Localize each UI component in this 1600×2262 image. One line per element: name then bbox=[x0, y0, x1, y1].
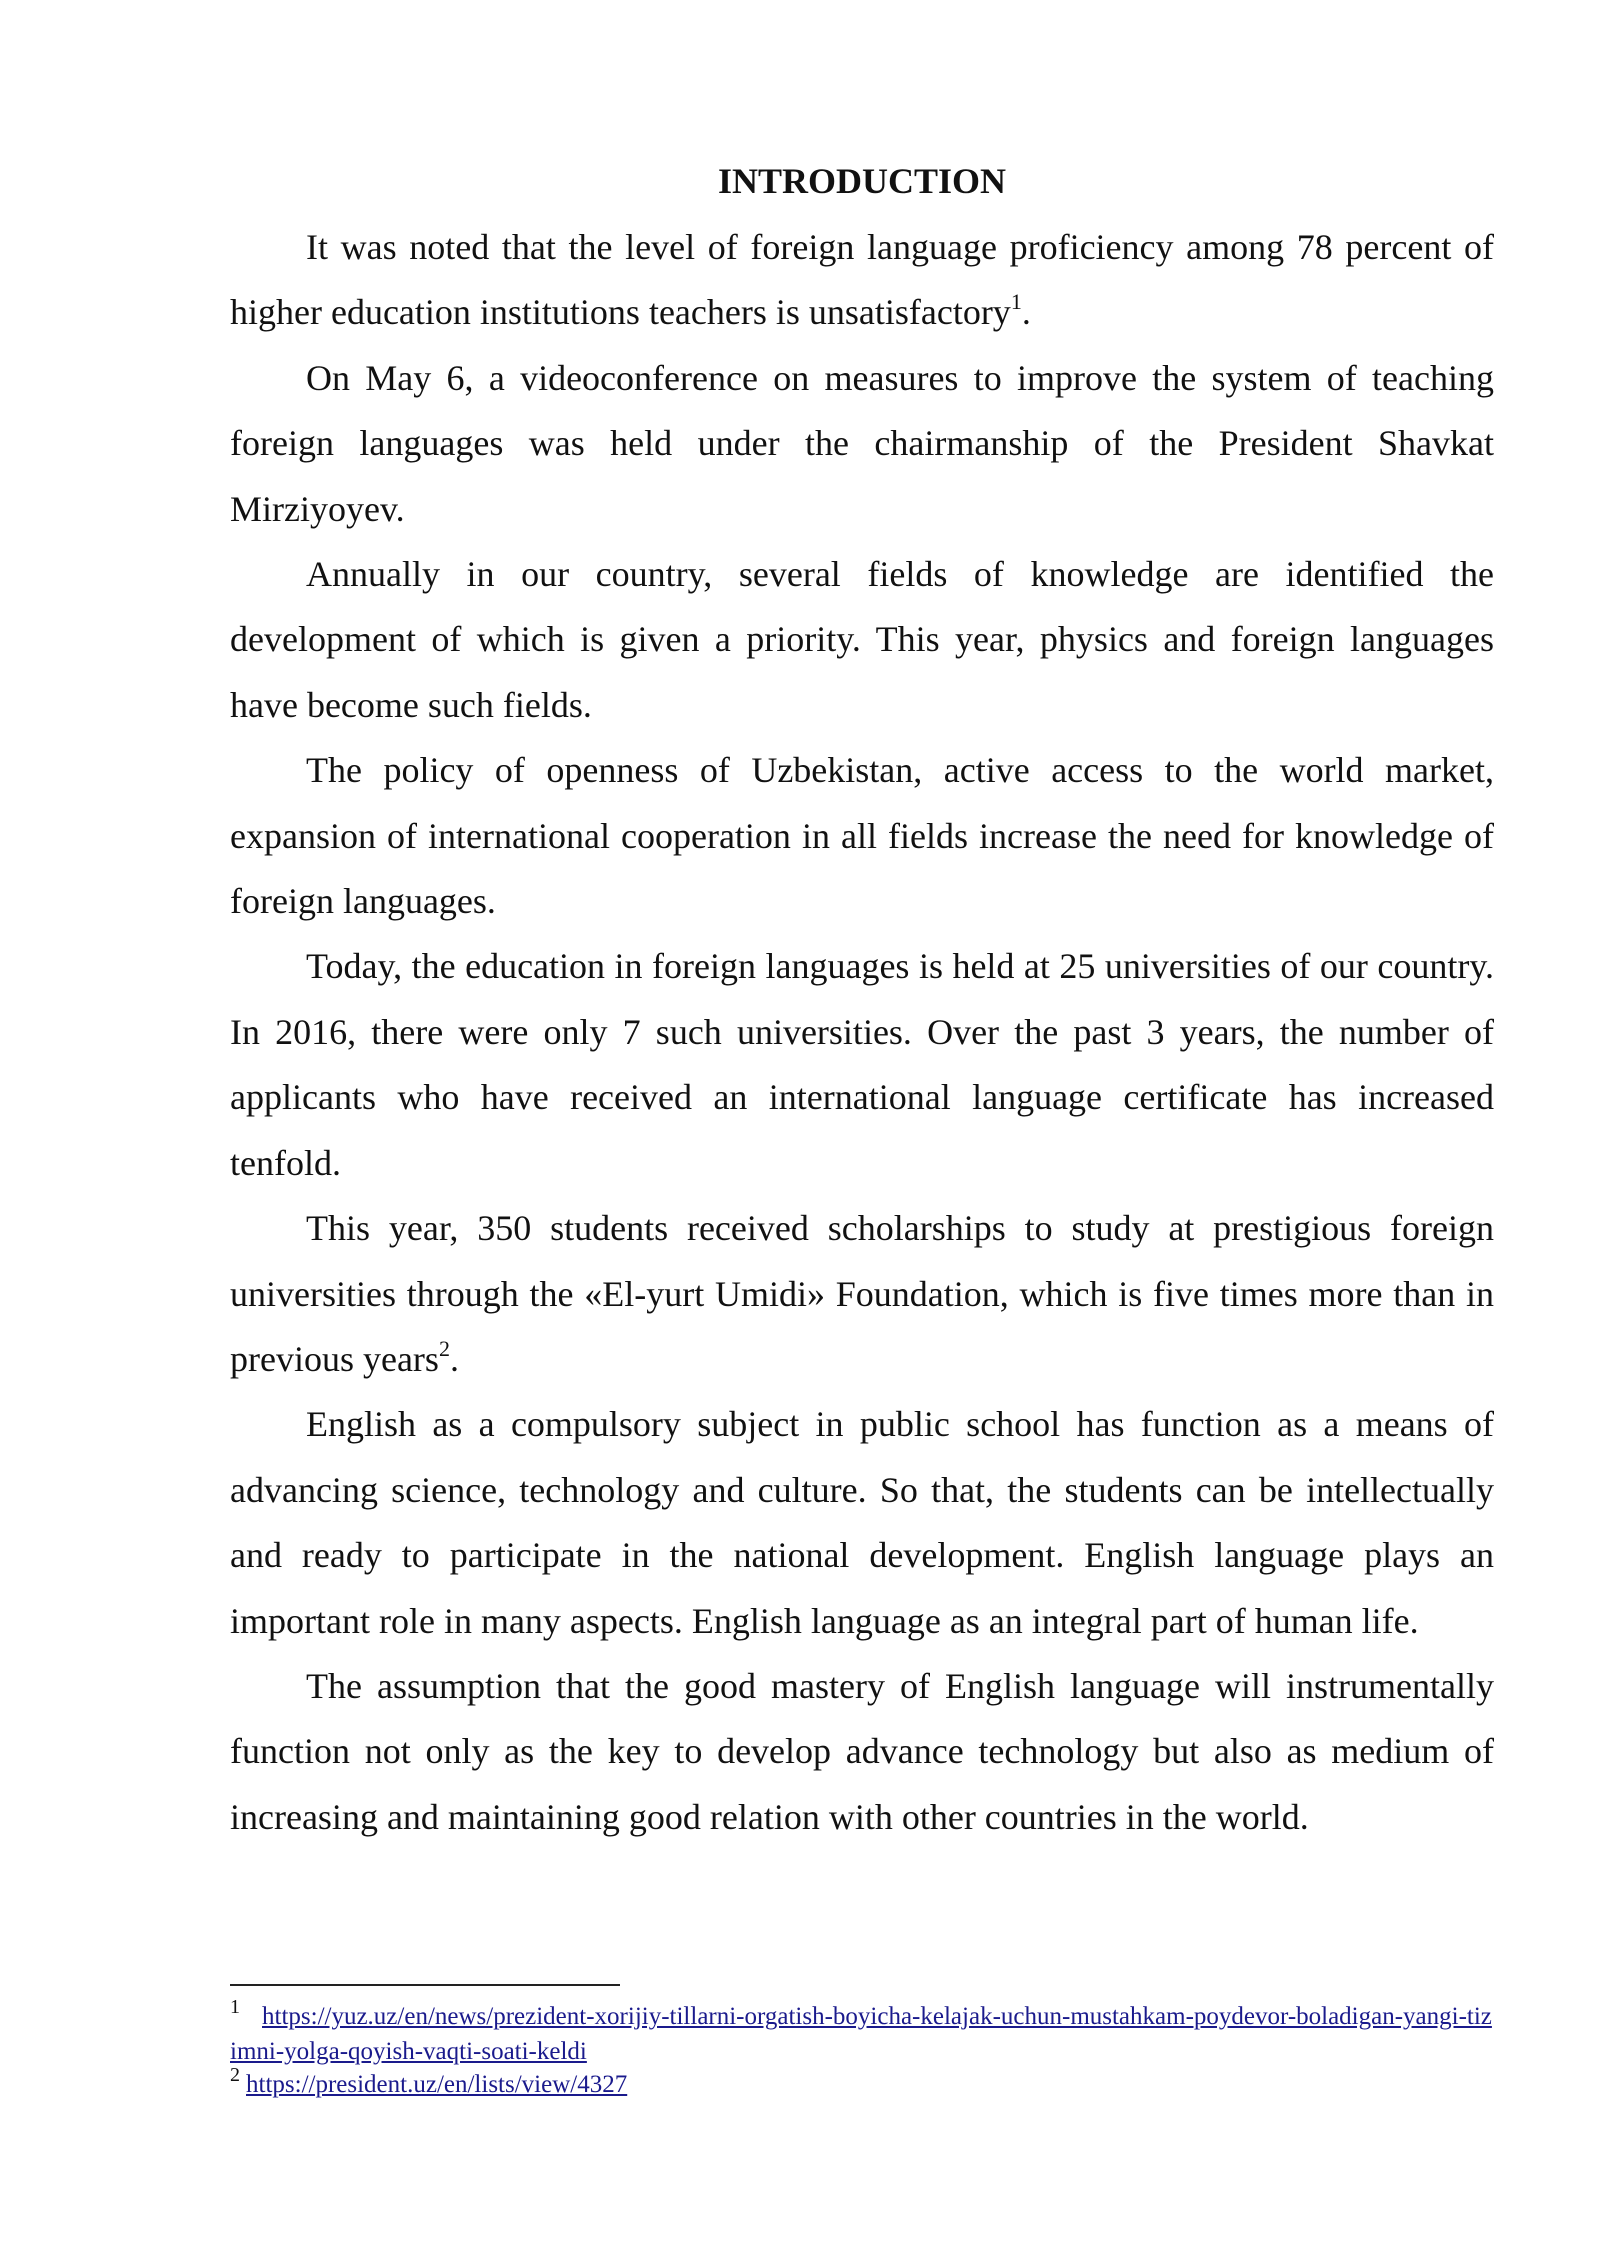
paragraph-text: The policy of openness of Uzbekistan, active access to the world market, expansion of international cooperation in all fields increase the need for knowledge of foreign languages. bbox=[230, 750, 1494, 922]
footnote-separator bbox=[230, 1984, 620, 1986]
footnote-mark: 1 bbox=[230, 1996, 240, 2018]
footnote-1 bbox=[230, 1996, 1496, 2068]
paragraph-text: Today, the education in foreign languages is held at 25 universities of our country. In 2016, there were only 7 such universities. Over the past 3 years, the number of applicants who have received an international language certificate has increased tenfold. bbox=[230, 946, 1494, 1183]
paragraph-text: The assumption that the good mastery of English language will instrumentally function not only as the key to develop advance technology but also as medium of increasing and maintaining good relation with other countries in the world. bbox=[230, 1665, 1494, 1837]
paragraph-text: This year, 350 students received scholarships to study at prestigious foreign universities through the «El-yurt Umidi» Foundation, which is five times more than in previous years bbox=[230, 1208, 1494, 1379]
footnote-2 bbox=[230, 2064, 1496, 2103]
footnotes-section bbox=[230, 1984, 1496, 2103]
footnote-link-2[interactable]: https://president.uz/en/lists/view/4327 bbox=[246, 2071, 628, 2098]
paragraph-text: English as a compulsory subject in public school has function as a means of advancing science, technology and culture. So that, the students can be intellectually and ready to participate in the national development. English language plays an important role in many aspects. English language as an integral part of human life. bbox=[230, 1404, 1494, 1641]
paragraph-8 bbox=[230, 1654, 1494, 1850]
footnote-ref-2[interactable]: 2 bbox=[438, 1335, 450, 1361]
paragraph-end: . bbox=[1021, 292, 1031, 333]
footnote-ref-1[interactable]: 1 bbox=[1010, 289, 1022, 315]
paragraph-1 bbox=[230, 215, 1494, 346]
paragraph-3 bbox=[230, 542, 1494, 738]
paragraph-5 bbox=[230, 934, 1494, 1196]
footnote-link-1[interactable]: https://yuz.uz/en/news/prezident-xorijiy-tillarni-orgatish-boyicha-kelajak-uchun-mustahkam-poydevor-boladigan-yangi-tizimni-yolga-qoyish-vaqti-soati-keldi bbox=[230, 2003, 1492, 2065]
paragraph-text: It was noted that the level of foreign language proficiency among 78 percent of higher education institutions teachers is unsatisfactory bbox=[230, 227, 1494, 333]
document-body bbox=[230, 150, 1494, 1850]
paragraph-2 bbox=[230, 346, 1494, 542]
footnote-mark: 2 bbox=[230, 2064, 240, 2086]
paragraph-text: On May 6, a videoconference on measures to improve the system of teaching foreign languages was held under the chairmanship of the President Shavkat Mirziyoyev. bbox=[230, 357, 1494, 529]
paragraph-text: Annually in our country, several fields of knowledge are identified the development of which is given a priority. This year, physics and foreign languages have become such fields. bbox=[230, 554, 1494, 725]
paragraph-6 bbox=[230, 1196, 1494, 1392]
page-title: INTRODUCTION bbox=[717, 161, 1007, 201]
paragraph-7 bbox=[230, 1392, 1494, 1654]
paragraph-end: . bbox=[449, 1338, 459, 1379]
paragraph-4 bbox=[230, 738, 1494, 934]
